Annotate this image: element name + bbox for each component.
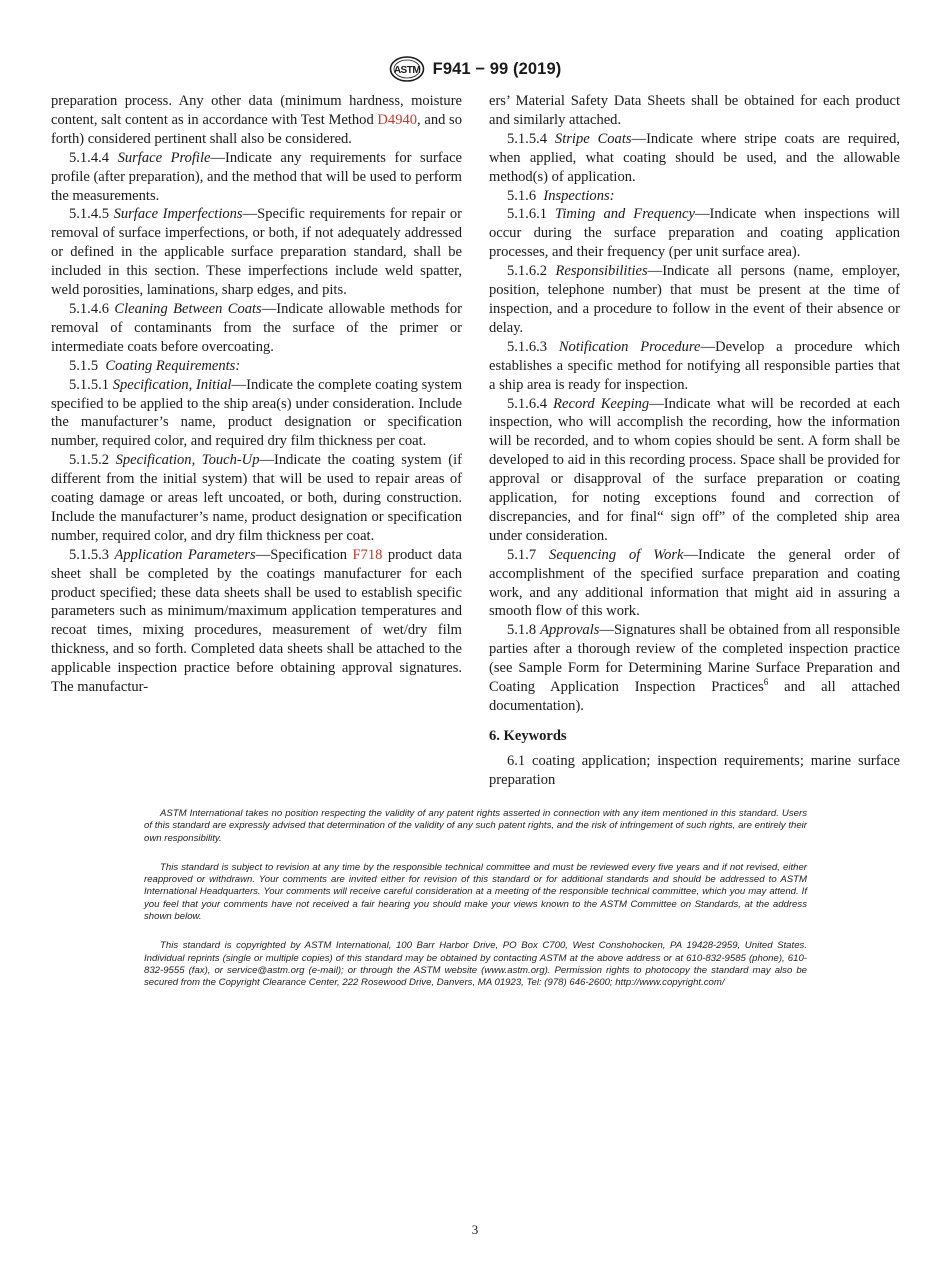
section-heading-keywords: 6. Keywords bbox=[489, 727, 567, 744]
paragraph-5-1-6-3: 5.1.6.3 Notification Procedure—Develop a procedure which establishes a specific method for notifying all responsible parties that a ship area is ready for inspection. bbox=[489, 338, 900, 393]
paragraph-5-1-5-2: 5.1.5.2 Specification, Touch-Up—Indicate the coating system (if different from the initial system) that will be used to repair areas of coating damage or areas left uncoated, or both, during construction. Include the manufacturer’s name, product designation or specification number, required color, and dry film thickness per coat. bbox=[51, 452, 462, 544]
d4940-link[interactable]: D4940 bbox=[377, 111, 418, 128]
left-column bbox=[51, 92, 462, 697]
paragraph-5-1-6-4: 5.1.6.4 Record Keeping—Indicate what will be recorded at each inspection, who will accomplish the recording, how the information will be recorded, and to whom copies should be sent. A form shall be developed to aid in this recording process. Space shall be provided for approval or disapproval of the surface preparation or coating application, for noting exceptions found and correction of discrepancies, and for final“ sign off” of the completed ship area under consideration. bbox=[489, 395, 900, 544]
paragraph-5-1-4-5: 5.1.4.5 Surface Imperfections—Specific requirements for repair or removal of surface imperfections, or both, if not adequately addressed or defined in the applicable surface preparation standard, shall be included in this section. These imperfections include weld spatter, weld porosities, laminations, sharp edges, and pits. bbox=[51, 206, 463, 299]
paragraph-continued: preparation process. Any other data (minimum hardness, moisture content, salt content as in accordance with Test Method D4940, and so forth) considered pertinent shall also be considered. bbox=[51, 93, 462, 147]
page-header bbox=[0, 56, 950, 82]
revision-notice: This standard is subject to revision at any time by the responsible technical committee and must be reviewed every five years and if not revised, either reapproved or withdrawn. Your comments are invited either for revision of this standard or for additional standards and should be addressed to ASTM International Headquarters. Your comments will receive careful consideration at a meeting of the responsible technical committee, which you may attend. If you feel that your comments have not received a fair hearing you should make your views known to the ASTM Committee on Standards, at the address shown below. bbox=[144, 861, 807, 923]
standard-designation: F941 − 99 (2019) bbox=[432, 59, 562, 78]
heading-5-1-5: 5.1.5 Coating Requirements: bbox=[69, 357, 241, 374]
paragraph-5-1-8: 5.1.8 Approvals—Signatures shall be obtained from all responsible parties after a thorough review of the completed inspection practice (see Sample Form for Determining Marine Surface Preparation and Coating Application Inspection Practices$^6$ and all attached documentation). bbox=[489, 622, 900, 714]
heading-5-1-6: 5.1.6 Inspections: bbox=[507, 187, 615, 204]
logo-text: ASTM bbox=[393, 65, 420, 76]
f718-link[interactable]: F718 bbox=[352, 546, 383, 563]
paragraph-6-1: 6.1 coating application; inspection requirements; marine surface preparation bbox=[489, 752, 900, 788]
paragraph-5-1-6-1: 5.1.6.1 Timing and Frequency—Indicate when inspections will occur during the surface preparation and coating application processes, and their frequency (per unit surface area). bbox=[489, 206, 900, 261]
legal-notice bbox=[144, 808, 807, 1007]
copyright-notice: This standard is copyrighted by ASTM International, 100 Barr Harbor Drive, PO Box C700, West Conshohocken, PA 19428-2959, United States. Individual reprints (single or multiple copies) of this standard may be obtained by contacting ASTM at the above address or at 610-832-9585 (phone), 610-832-9555 (fax), or service@astm.org (e-mail); or through the ASTM website (www.astm.org). Permission rights to photocopy the standard may also be secured from the Copyright Clearance Center, 222 Rosewood Drive, Danvers, MA 01923, Tel: (978) 646-2600; http://www.copyright.com/ bbox=[144, 940, 807, 989]
paragraph-5-1-7: 5.1.7 Sequencing of Work—Indicate the general order of accomplishment of the specified surface preparation and coating work, and any additional information that might aid in assuring a smooth flow of this work. bbox=[489, 546, 900, 620]
paragraph-5-1-4-4: 5.1.4.4 Surface Profile—Indicate any requirements for surface profile (after preparation), and the method that will be used to perform the measurements. bbox=[51, 149, 463, 204]
page-number: 3 bbox=[471, 1222, 479, 1237]
astm-logo-icon bbox=[389, 56, 425, 82]
right-column bbox=[489, 92, 900, 790]
paragraph-5-1-5-4: 5.1.5.4 Stripe Coats—Indicate where stripe coats are required, when applied, what coating should be used, and the allowable method(s) of application. bbox=[489, 130, 901, 185]
paragraph-5-1-6-2: 5.1.6.2 Responsibilities—Indicate all persons (name, employer, position, telephone number) that must be present at the time of inspection, and a procedure to follow in the event of their absence or delay. bbox=[489, 263, 900, 336]
footnote-ref: 6 bbox=[763, 677, 769, 688]
patent-notice: ASTM International takes no position respecting the validity of any patent rights asserted in connection with any item mentioned in this standard. Users of this standard are expressly advised that determination of the validity of any such patent rights, and the risk of infringement of such rights, are entirely their own responsibility. bbox=[144, 808, 807, 844]
paragraph-5-1-5-3: 5.1.5.3 Application Parameters—Specification F718 product data sheet shall be completed by the coatings manufacturer for each product specified; these data sheets shall be used to establish specific parameters such as minimum/maximum application temperatures and recoat times, mixing procedures, measurement of wet/dry film thickness, and so forth. Completed data sheets shall be attached to the applicable inspection practice before obtaining approval signatures. The manufactur- bbox=[51, 546, 462, 696]
paragraph-5-1-5-1: 5.1.5.1 Specification, Initial—Indicate the complete coating system specified to be applied to the ship area(s) under consideration. Include the manufacturer’s name, product designation or specification number, required color, and required dry film thickness per coat. bbox=[51, 376, 463, 450]
paragraph-5-1-4-6: 5.1.4.6 Cleaning Between Coats—Indicate allowable methods for removal of contaminants from the surface of the primer or intermediate coats before overcoating. bbox=[51, 300, 463, 355]
paragraph-continued: ers’ Material Safety Data Sheets shall be obtained for each product and similarly attached. bbox=[489, 93, 900, 128]
